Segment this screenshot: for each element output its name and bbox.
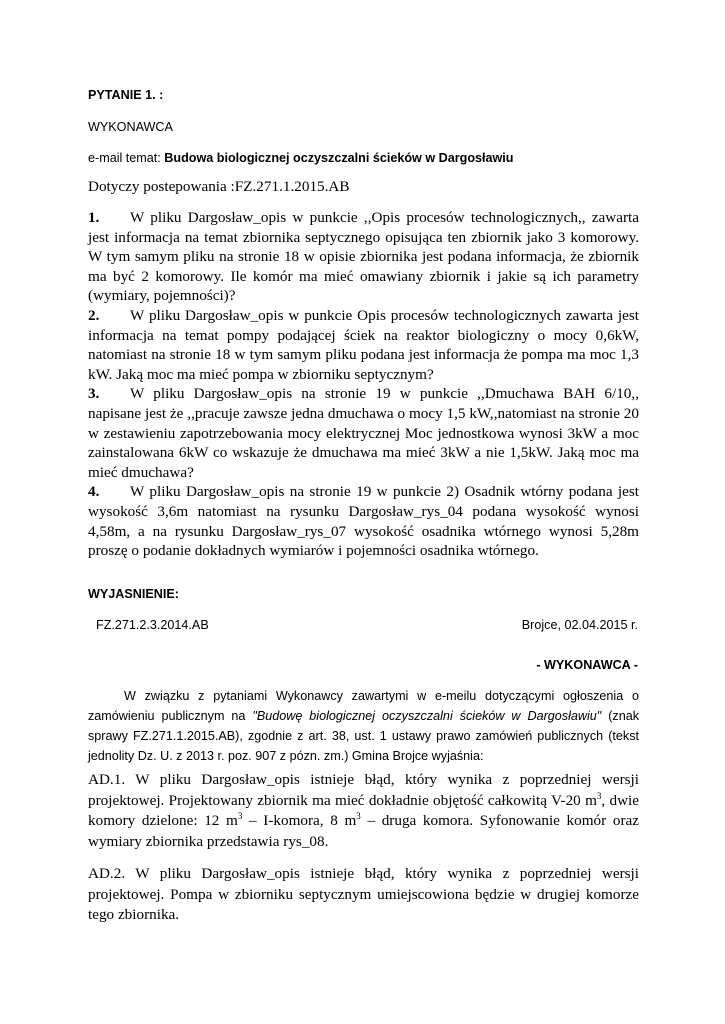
question-text: W pliku Dargosław_opis na stronie 19 w punkcie ,,Dmuchawa BAH 6/10,, napisane jest że ,,pracuje zawsze jedna dmuchawa o mocy 1,5 kW,,natomiast na stronie 20 w zestawieniu zapotrzebowania mocy elektrycznej Moc jednostkowa wynosi 3kW a moc zainstalowana 6kW co wskazuje że dmuchawa ma mieć 3kW a nie 1,5kW. Jaką moc ma mieć dmuchawa? <box>88 385 639 481</box>
answer-ad2: AD.2. W pliku Dargosław_opis istnieje błąd, który wynika z poprzedniej wersji projektowej. Pompa w zbiorniku septycznym umiejscowiona będzie w drugiej komorze tego zbiornika. <box>88 865 639 923</box>
question-number: 1. <box>88 209 100 226</box>
concerns-line: Dotyczy postepowania :FZ.271.1.2015.AB <box>88 178 350 195</box>
intro-text-1: W związku z pytaniami Wykonawcy zawartymi w e-meilu dotyczącymi ogłoszenia o zamówieniu publicznym na <box>88 689 639 723</box>
question-text: W pliku Dargosław_opis w punkcie ,,Opis procesów technologicznych,, zawarta jest informacja na temat zbiornika septycznego opisująca ten zbiornik jako 3 komorowy. W tym samym pliku na stronie 18 w opisie zbiornika jest podana informacja, że zbiornik ma być 2 komorowy. Ile komór ma mieć omawiany zbiornik i jakie są ich parametry (wymiary, pojemności)? <box>88 209 639 305</box>
place-date: Brojce, 02.04.2015 r. <box>521 618 638 632</box>
email-subject-value: Budowa biologicznej oczyszczalni ścieków w Dargosławiu <box>164 151 514 165</box>
question-item <box>88 208 639 306</box>
addressee: WYKONAWCA <box>88 120 173 134</box>
intro-paragraph <box>88 686 639 766</box>
email-subject-label: e-mail temat: <box>88 151 165 165</box>
page-heading: PYTANIE 1. : <box>88 88 164 102</box>
question-number: 4. <box>88 483 100 501</box>
ad1-text-a: AD.1. W pliku Dargosław_opis istnieje błąd, który wynika z poprzedniej wersji projektowej. Projektowany zbiornik ma mieć dokładnie objętość całkowitą V-20 m <box>88 771 639 809</box>
reference-number: FZ.271.2.3.2014.AB <box>96 618 209 632</box>
ad1-text-b: , dwie komory dzielone: 12 m <box>88 791 639 829</box>
ad1-text-d: – druga komora. Syfonowanie komór oraz wymiary zbiornika przedstawia rys_08. <box>88 812 639 850</box>
answer-ad1 <box>88 770 639 852</box>
ad1-sup-3: 3 <box>356 811 361 821</box>
ad1-sup-1: 3 <box>596 790 602 801</box>
ad1-text-c: – I-komora, 8 m <box>242 812 357 829</box>
question-text: W pliku Dargosław_opis w punkcie Opis procesów technologicznych zawarta jest informacja na temat pompy podającej ściek na reaktor biologiczny o mocy 0,6kW, natomiast na stronie 18 w tym samym pliku podana jest informacja że pompa ma moc 1,3 kW. Jaką moc ma mieć pompa w zbiorniku septycznym? <box>88 306 639 383</box>
intro-project-name: "Budowę biologicznej oczyszczalni ścieków w Dargosławiu" <box>252 709 602 723</box>
recipient: - WYKONAWCA - <box>536 658 638 672</box>
question-text: W pliku Dargosław_opis na stronie 19 w punkcie 2) Osadnik wtórny podana jest wysokość 3,6m natomiast na rysunku Dargosław_rys_04 podana wysokość wynosi 4,58m, a na rysunku Dargosław_rys_07 wysokość osadnika wtórnego wynosi 5,28m proszę o podanie dokładnych wymiarów i pojemności osadnika wtórnego. <box>88 483 639 560</box>
question-item <box>88 384 639 482</box>
email-subject <box>88 148 514 168</box>
question-item <box>88 482 639 560</box>
question-number: 2. <box>88 306 100 324</box>
answer-heading: WYJASNIENIE: <box>88 587 179 601</box>
intro-text-2: (znak sprawy FZ.271.1.2015.AB), zgodnie z art. 38, ust. 1 ustawy prawo zamówień publicznych (tekst jednolity Dz. U. z 2013 r. poz. 907 z pózn. zm.) Gmina Brojce wyjaśnia: <box>88 709 639 763</box>
question-item <box>88 306 639 384</box>
questions-list <box>88 208 639 561</box>
question-number: 3. <box>88 385 100 403</box>
ad1-sup-2: 3 <box>237 811 243 821</box>
